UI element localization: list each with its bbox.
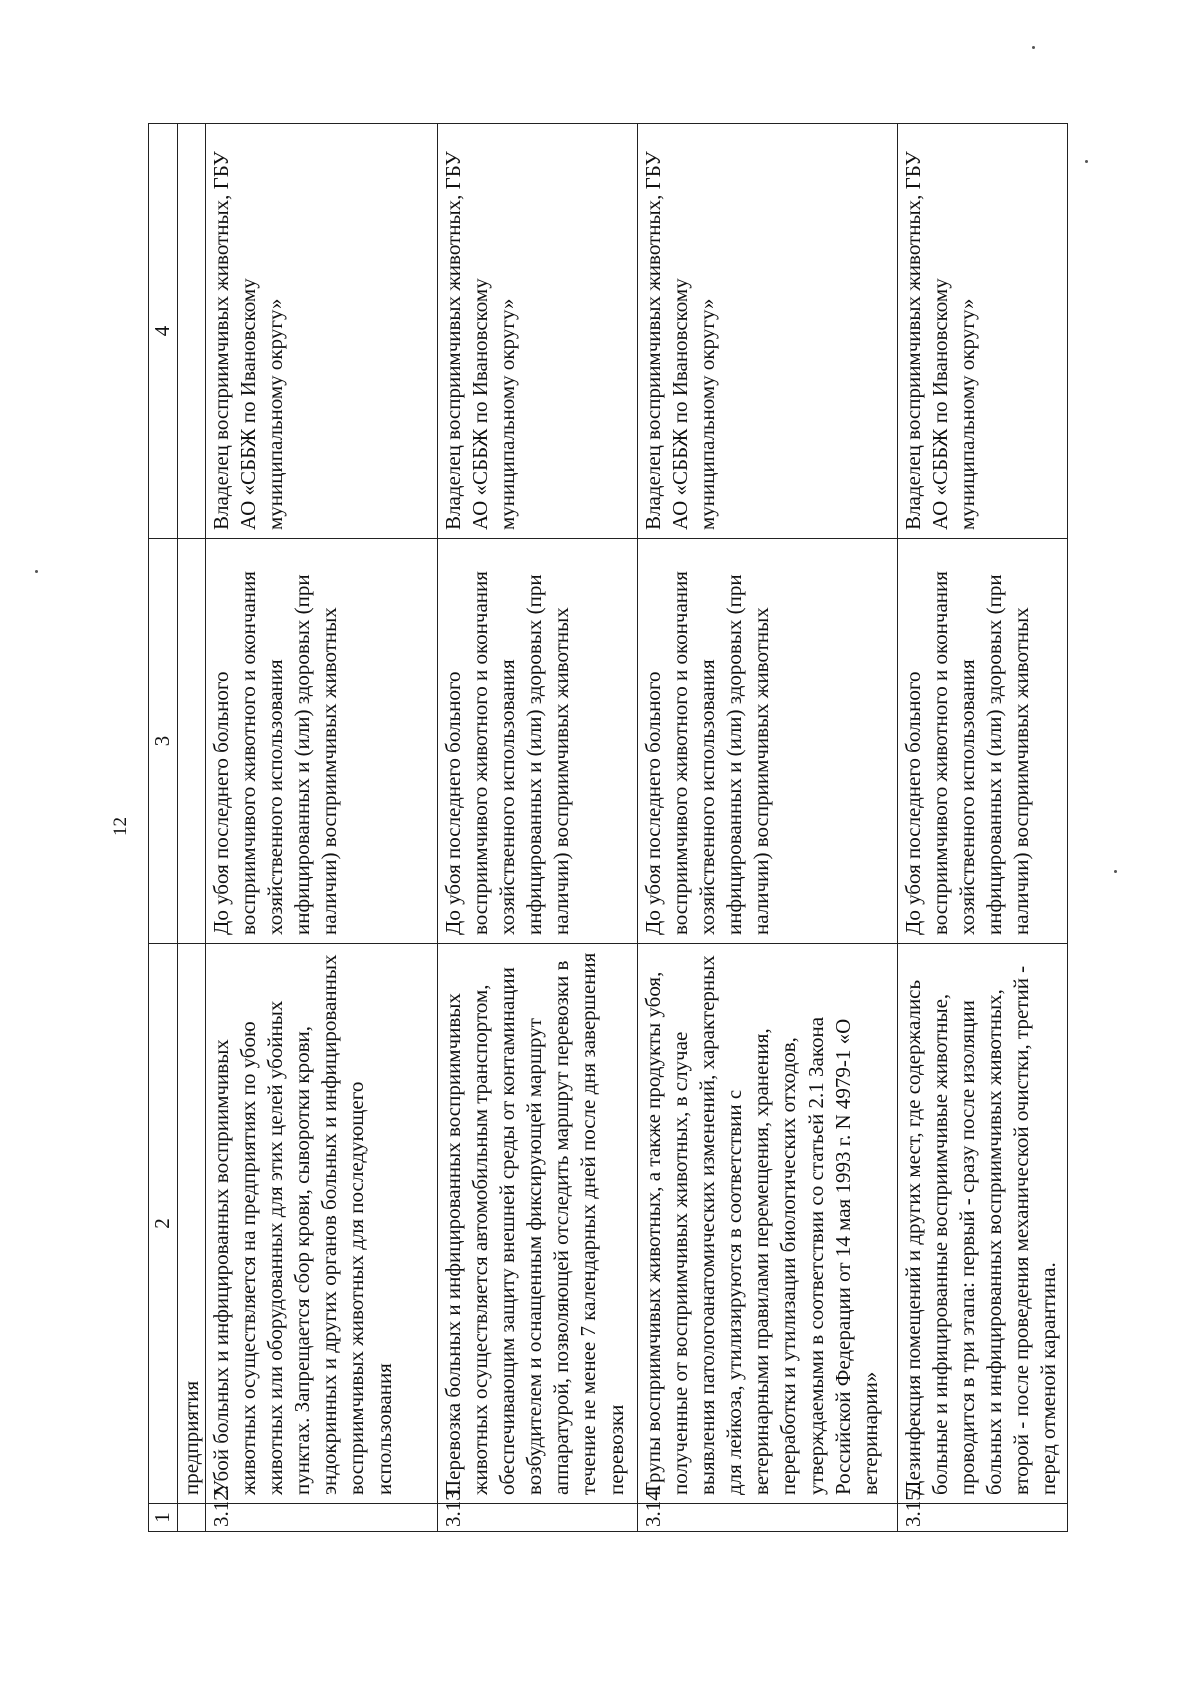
scan-speck (1085, 160, 1088, 163)
continuation-num-cell (178, 1504, 206, 1532)
continuation-text: предприятия (178, 944, 206, 1504)
header-cell-1: 1 (149, 1504, 178, 1532)
scan-speck (1032, 46, 1035, 49)
table-row (898, 124, 1068, 1532)
page-number: 12 (110, 817, 131, 836)
term-text: До убоя последнего больного восприимчивого животного и окончания хозяйственного использования инфицированных и (или) здоровых (при наличии) восприимчивых животных (206, 539, 438, 944)
responsible-text: Владелец восприимчивых животных, ГБУ АО «СББЖ по Ивановскому муниципальному округу» (438, 124, 638, 539)
measure-text: Дезинфекция помещений и других мест, где содержались больные и инфицированные восприимчивые животные, проводится в три этапа: первый - сразу после изоляции больных и инфицированных восприимчивых животных, второй - после проведения механической очистки, третий - перед отменой карантина. (898, 944, 1068, 1504)
rotated-table-container (148, 124, 1068, 1532)
continuation-term-cell (178, 539, 206, 944)
scan-speck (35, 570, 38, 573)
continuation-row (178, 124, 206, 1532)
row-number: 3.15. (898, 1504, 1068, 1532)
table-row (638, 124, 898, 1532)
measures-table (148, 123, 1068, 1532)
header-cell-4: 4 (149, 124, 178, 539)
term-text: До убоя последнего больного восприимчивого животного и окончания хозяйственного использования инфицированных и (или) здоровых (при наличии) восприимчивых животных (898, 539, 1068, 944)
responsible-text: Владелец восприимчивых животных, ГБУ АО «СББЖ по Ивановскому муниципальному округу» (206, 124, 438, 539)
continuation-responsible-cell (178, 124, 206, 539)
measure-text: Перевозка больных и инфицированных восприимчивых животных осуществляется автомобильным транспортом, обеспечивающим защиту внешней среды от контаминации возбудителем и оснащенным фиксирующей маршрут аппаратурой, позволяющей отследить маршрут перевозки в течение не менее 7 календарных дней после дня завершения перевозки (438, 944, 638, 1504)
header-cell-2: 2 (149, 944, 178, 1504)
measure-text: Трупы восприимчивых животных, а также продукты убоя, полученные от восприимчивых животных, в случае выявления патологоанатомических изменений, характерных для лейкоза, утилизируются в соответствии с ветеринарными правилами перемещения, хранения, переработки и утилизации биологических отходов, утверждаемыми в соответствии со статьей 2.1 Закона Российской Федерации от 14 мая 1993 г. N 4979-1 «О ветеринарии» (638, 944, 898, 1504)
table-row (206, 124, 438, 1532)
term-text: До убоя последнего больного восприимчивого животного и окончания хозяйственного использования инфицированных и (или) здоровых (при наличии) восприимчивых животных (438, 539, 638, 944)
row-number: 3.13. (438, 1504, 638, 1532)
scan-speck (1114, 870, 1117, 873)
row-number: 3.14. (638, 1504, 898, 1532)
header-row (149, 124, 178, 1532)
term-text: До убоя последнего больного восприимчивого животного и окончания хозяйственного использования инфицированных и (или) здоровых (при наличии) восприимчивых животных (638, 539, 898, 944)
row-number: 3.12. (206, 1504, 438, 1532)
header-cell-3: 3 (149, 539, 178, 944)
responsible-text: Владелец восприимчивых животных, ГБУ АО «СББЖ по Ивановскому муниципальному округу» (638, 124, 898, 539)
table-row (438, 124, 638, 1532)
responsible-text: Владелец восприимчивых животных, ГБУ АО «СББЖ по Ивановскому муниципальному округу» (898, 124, 1068, 539)
measure-text: Убой больных и инфицированных восприимчивых животных осуществляется на предприятиях по убою животных или оборудованных для этих целей убойных пунктах. Запрещается сбор крови, сыворотки крови, эндокринных и других органов больных и инфицированных восприимчивых животных для последующего использования (206, 944, 438, 1504)
